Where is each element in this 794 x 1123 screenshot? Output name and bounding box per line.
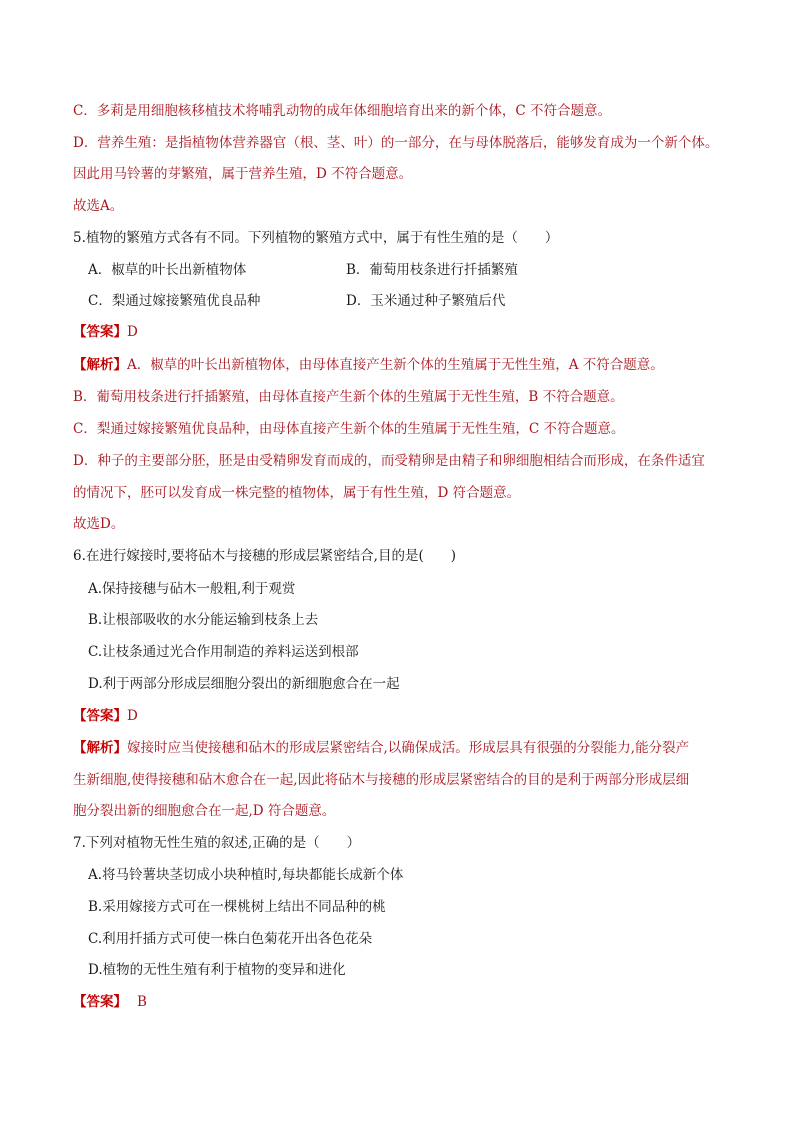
q6-analysis-2: 生新细胞,使得接穗和砧木愈合在一起,因此将砧木与接穗的形成层紧密结合的目的是利于两部分形成层细: [73, 772, 690, 788]
q7-option-c: C.利用扦插方式可使一株白色菊花开出各色花朵: [88, 931, 373, 947]
q5-answer-value: D: [127, 324, 138, 340]
q5-analysis-a: A．椒草的叶长出新植物体，由母体直接产生新个体的生殖属于无性生殖，A 不符合题意。: [127, 357, 664, 373]
q4-analysis-d-line2: 因此用马铃薯的芽繁殖，属于营养生殖，D 不符合题意。: [73, 166, 413, 182]
q5-analysis-tag: 【解析】: [73, 357, 127, 373]
q5-analysis-d-line2: 的情况下，胚可以发育成一株完整的植物体，属于有性生殖，D 符合题意。: [73, 485, 521, 501]
q6-option-c: C.让枝条通过光合作用制造的养料运送到根部: [88, 644, 359, 660]
q5-option-c: C．梨通过嫁接繁殖优良品种: [88, 293, 261, 309]
q5-analysis-c: C．梨通过嫁接繁殖优良品种，由母体直接产生新个体的生殖属于无性生殖，C 不符合题意。: [73, 421, 625, 437]
q6-answer-row: [73, 706, 138, 726]
q7-option-a: A.将马铃薯块茎切成小块种植时,每块都能长成新个体: [88, 867, 404, 883]
q6-option-a: A.保持接穗与砧木一般粗,利于观赏: [88, 581, 296, 597]
q6-option-b: B.让根部吸收的水分能运输到枝条上去: [88, 612, 319, 628]
q7-option-b: B.采用嫁接方式可在一棵桃树上结出不同品种的桃: [88, 899, 386, 915]
q6-analysis-3: 胞分裂出新的细胞愈合在一起,D 符合题意。: [73, 803, 336, 819]
q6-answer-value: D: [127, 708, 138, 724]
q5-analysis-row-a: [73, 355, 664, 375]
q5-analysis-d-line1: D．种子的主要部分胚，胚是由受精卵发育而成的，而受精卵是由精子和卵细胞相结合而形成，在条件适宜: [73, 453, 705, 469]
q7-answer-row: [73, 992, 147, 1012]
q6-analysis-1: 嫁接时应当使接穗和砧木的形成层紧密结合,以确保成活。形成层具有很强的分裂能力,能分裂产: [127, 740, 690, 756]
q6-option-d: D.利于两部分形成层细胞分裂出的新细胞愈合在一起: [88, 676, 400, 692]
q5-select: 故选D。: [73, 516, 125, 532]
q6-stem: 6.在进行嫁接时,要将砧木与接穗的形成层紧密结合,目的是( ): [73, 548, 456, 564]
q5-option-a: A．椒草的叶长出新植物体: [88, 262, 247, 278]
q6-answer-tag: 【答案】: [73, 708, 127, 724]
q5-option-b: B．葡萄用枝条进行扦插繁殖: [346, 262, 518, 278]
q6-analysis-row-1: [73, 738, 689, 758]
q5-option-d: D．玉米通过种子繁殖后代: [346, 293, 506, 309]
q7-option-d: D.植物的无性生殖有利于植物的变异和进化: [88, 962, 346, 978]
q5-analysis-b: B．葡萄用枝条进行扦插繁殖，由母体直接产生新个体的生殖属于无性生殖，B 不符合题意。: [73, 389, 624, 405]
q7-stem: 7.下列对植物无性生殖的叙述,正确的是（ ）: [73, 835, 361, 851]
q5-stem: 5.植物的繁殖方式各有不同。下列植物的繁殖方式中，属于有性生殖的是（ ）: [73, 230, 559, 246]
q6-analysis-tag: 【解析】: [73, 740, 127, 756]
q7-answer-value: B: [137, 994, 147, 1010]
q7-answer-tag: 【答案】: [73, 994, 127, 1010]
q4-analysis-c: C．多莉是用细胞核移植技术将哺乳动物的成年体细胞培育出来的新个体，C 不符合题意。: [73, 103, 611, 119]
q4-analysis-d-line1: D．营养生殖：是指植物体营养器官（根、茎、叶）的一部分，在与母体脱落后，能够发育成为一个新个体。: [73, 135, 719, 151]
q5-answer-row: [73, 322, 138, 342]
q4-select: 故选A。: [73, 198, 124, 214]
q5-answer-tag: 【答案】: [73, 324, 127, 340]
